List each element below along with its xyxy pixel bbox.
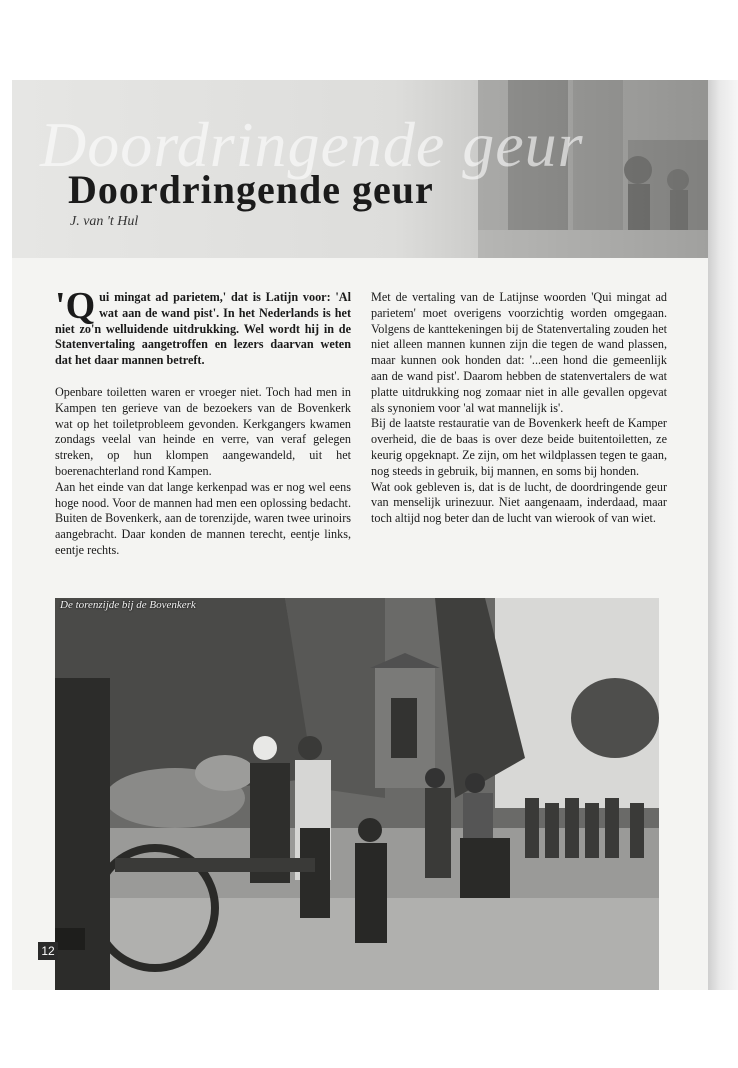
right-column [371, 290, 667, 527]
adjacent-page-edge [708, 80, 738, 990]
body-paragraph: Bij de laatste restauratie van de Bovenkerk heeft de Kamper overheid, die de baas is over deze beide buitentoiletten, ze keurig opgeknapt. Ze zijn, om het wildplassen tegen te gaan, nog steeds in gebruik, bij mannen, en soms bij honden. [371, 416, 667, 478]
photo-caption: De torenzijde bij de Bovenkerk [60, 599, 196, 611]
body-paragraph: Wat ook gebleven is, dat is de lucht, de doordringende geur van menselijk urinezuur. Niet aangenaam, inderdaad, maar toch altijd nog beter dan de lucht van wierook of van wiet. [371, 479, 667, 526]
header-band [12, 80, 708, 258]
body-paragraph: Met de vertaling van de Latijnse woorden 'Qui mingat ad parietem' moet overigens voorzichtig worden omgegaan. Volgens de kanttekeningen bij de Statenvertaling zouden het niet alleen mannen kunnen zijn die tegen de wand plassen, maar kunnen ook honden dat: '...een hond die gemeenlijk aan de wand pist'. Daarom hebben de statenvertalers de wat platte uitdrukking nog zomaar niet in alle gevallen opgevat als synoniem voor 'al wat mannelijk is'. [371, 290, 667, 415]
page-number: 12 [38, 942, 58, 960]
ghost-title: Doordringende geur [40, 109, 584, 180]
author-byline: J. van 't Hul [70, 214, 139, 229]
intro-text: ui mingat ad parietem,' dat is Latijn voor: 'Al wat aan de wand pist'. In het Nederlands is het niet zo'n welluidende uitdrukking. Wel wordt hij in de Statenvertaling aangetroffen en lezers daarvan weten dat het daar mannen betreft. [55, 290, 351, 368]
left-column [55, 285, 351, 559]
historic-photo-illustration [55, 598, 659, 990]
magazine-page [12, 80, 708, 990]
intro-paragraph [55, 285, 351, 369]
page-title: Doordringende geur [68, 167, 434, 212]
historic-photo [55, 598, 659, 990]
drop-cap-quote: ' [55, 285, 66, 327]
body-paragraph: Aan het einde van dat lange kerkenpad was er nog wel eens hoge nood. Voor de mannen had men een oplossing bedacht. Buiten de Bovenkerk, aan de torenzijde, waren twee urinoirs aangebracht. Daar konden de mannen terecht, eentje links, eentje rechts. [55, 479, 351, 557]
body-paragraph: Openbare toiletten waren er vroeger niet. Toch had men in Kampen ten gerieve van de bezoekers van de Bovenkerk wat op het toiletprobleem gevonden. Kerkgangers kwamen zondags veelal van heinde en verre, van veraf gelegen streken, op hun klompen aangewandeld, uit het boerenachterland rond Kampen. [55, 384, 351, 478]
drop-cap [55, 285, 96, 327]
drop-cap-letter: Q [65, 285, 96, 327]
article-columns [55, 285, 685, 610]
